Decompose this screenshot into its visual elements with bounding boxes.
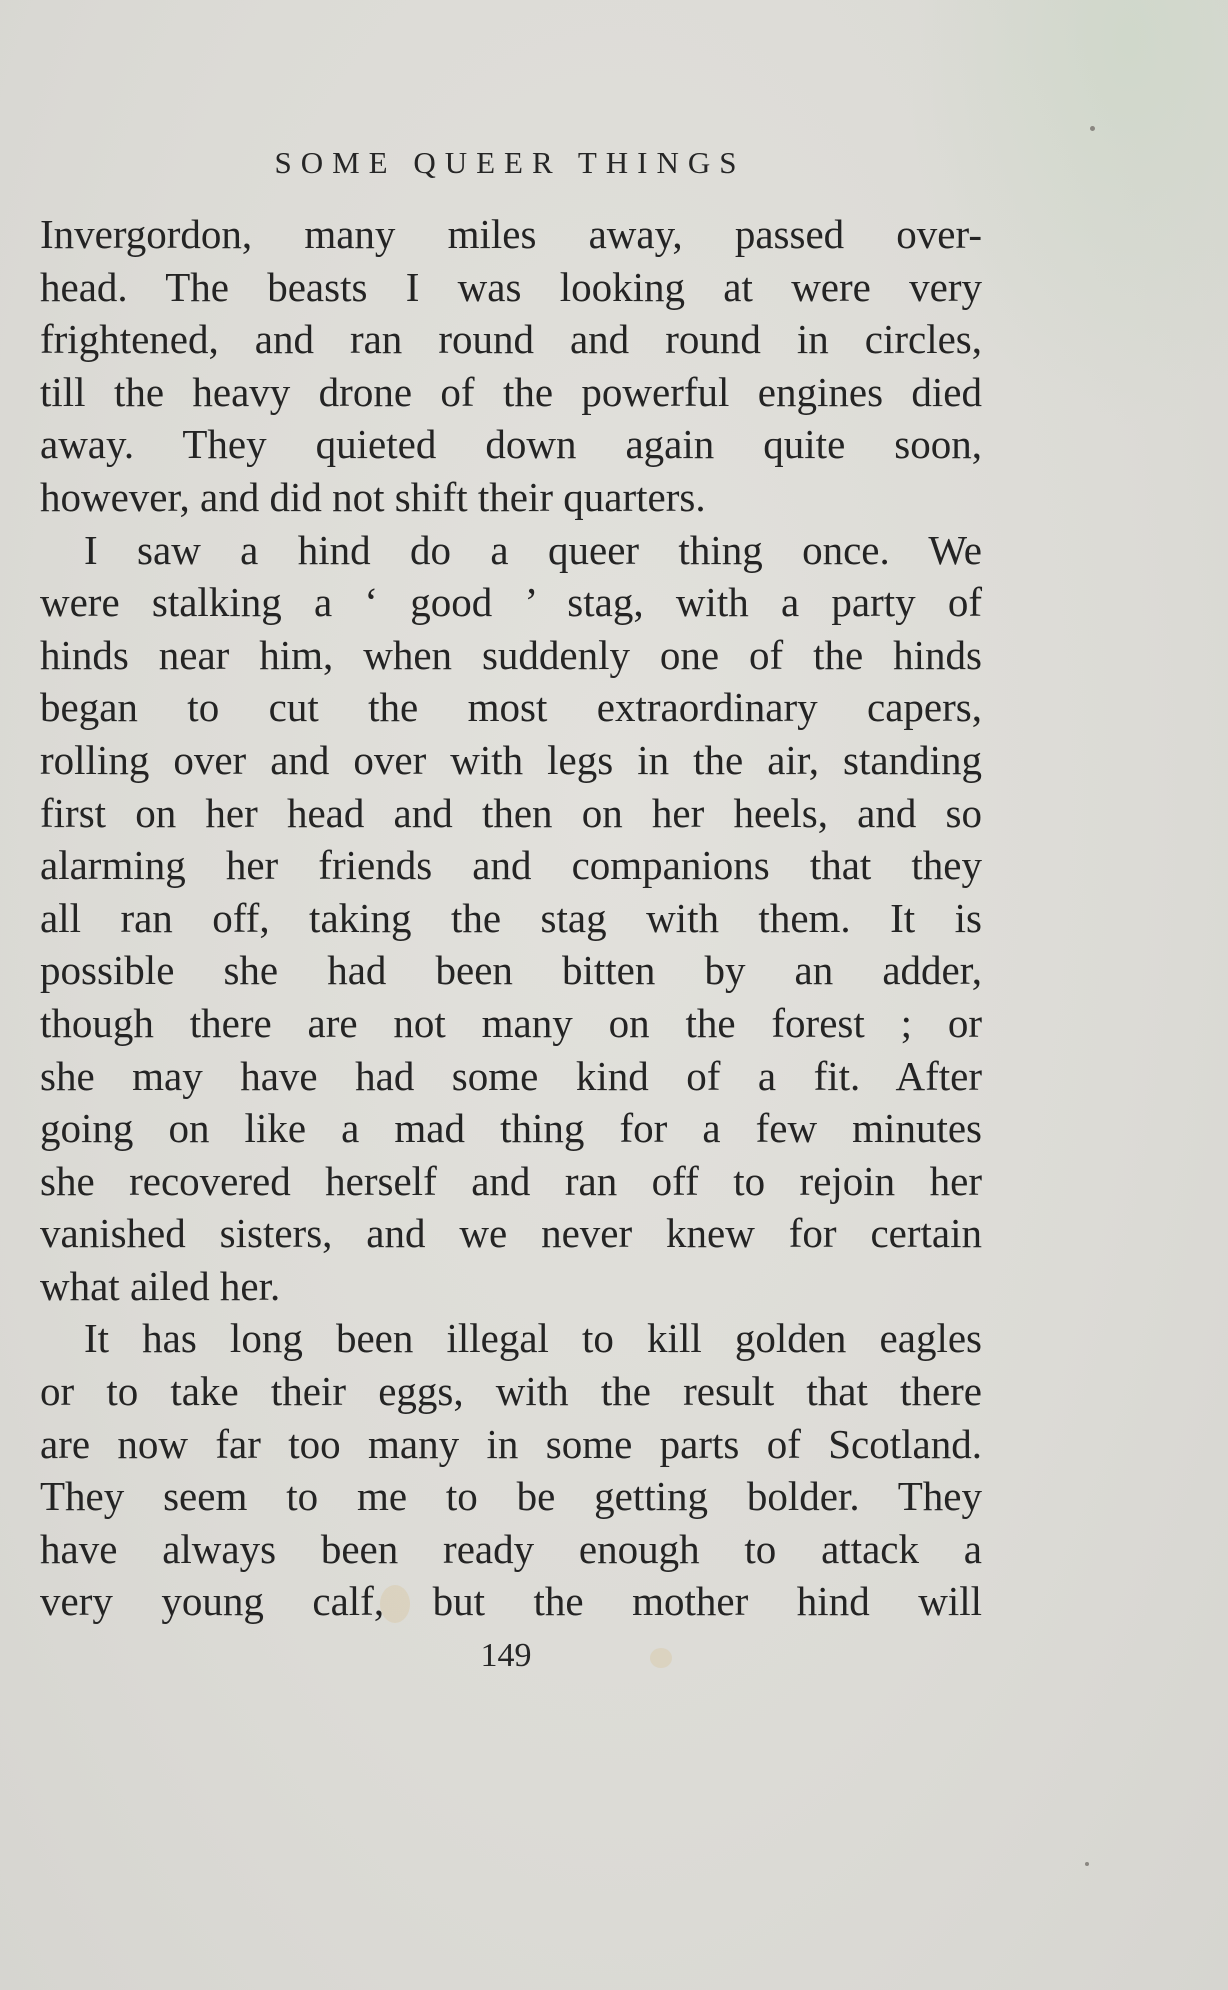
text-line: going on like a mad thing for a few minutes bbox=[40, 1105, 982, 1152]
paper-speck bbox=[1090, 126, 1095, 131]
text-line: however, and did not shift their quarters. bbox=[40, 473, 706, 520]
text-line: all ran off, taking the stag with them. It is bbox=[40, 894, 982, 941]
text-line: hinds near him, when suddenly one of the hinds bbox=[40, 631, 982, 678]
text-line: are now far too many in some parts of Scotland. bbox=[40, 1420, 982, 1467]
running-head: SOME QUEER THINGS bbox=[274, 145, 746, 180]
text-line: away. They quieted down again quite soon, bbox=[40, 421, 982, 468]
text-line: have always been ready enough to attack a bbox=[40, 1525, 982, 1572]
text-line: rolling over and over with legs in the air, standing bbox=[40, 736, 982, 783]
page-number: 149 bbox=[480, 1637, 532, 1674]
paragraph-3 bbox=[40, 1312, 982, 1628]
text-line: till the heavy drone of the powerful engines died bbox=[40, 368, 982, 415]
text-line: vanished sisters, and we never knew for certain bbox=[40, 1210, 982, 1257]
text-line: head. The beasts I was looking at were very bbox=[40, 263, 982, 310]
paragraph-1 bbox=[40, 208, 982, 524]
paragraph-2 bbox=[40, 524, 982, 1313]
paper-stain bbox=[650, 1648, 672, 1668]
text-line: began to cut the most extraordinary capers, bbox=[40, 684, 982, 731]
text-line: It has long been illegal to kill golden eagles bbox=[84, 1315, 982, 1362]
text-line: alarming her friends and companions that they bbox=[40, 842, 982, 889]
text-line: first on her head and then on her heels, and so bbox=[40, 789, 982, 836]
text-line: or to take their eggs, with the result that there bbox=[40, 1368, 982, 1415]
text-line: she may have had some kind of a fit. After bbox=[40, 1052, 982, 1099]
text-line: she recovered herself and ran off to rejoin her bbox=[40, 1157, 982, 1204]
text-line: Invergordon, many miles away, passed over- bbox=[40, 211, 982, 257]
text-line: frightened, and ran round and round in circles, bbox=[40, 316, 982, 363]
paper-stain bbox=[380, 1585, 410, 1623]
body-text bbox=[40, 208, 982, 1628]
text-line: though there are not many on the forest ; or bbox=[40, 999, 982, 1046]
text-line: very young calf, but the mother hind will bbox=[40, 1578, 982, 1625]
text-line: I saw a hind do a queer thing once. We bbox=[84, 526, 982, 573]
text-line: possible she had been bitten by an adder, bbox=[40, 947, 982, 994]
text-line: They seem to me to be getting bolder. They bbox=[40, 1473, 982, 1520]
paper-speck bbox=[1085, 1862, 1089, 1866]
text-line: were stalking a ‘ good ’ stag, with a party of bbox=[40, 579, 982, 626]
text-line: what ailed her. bbox=[40, 1262, 281, 1309]
